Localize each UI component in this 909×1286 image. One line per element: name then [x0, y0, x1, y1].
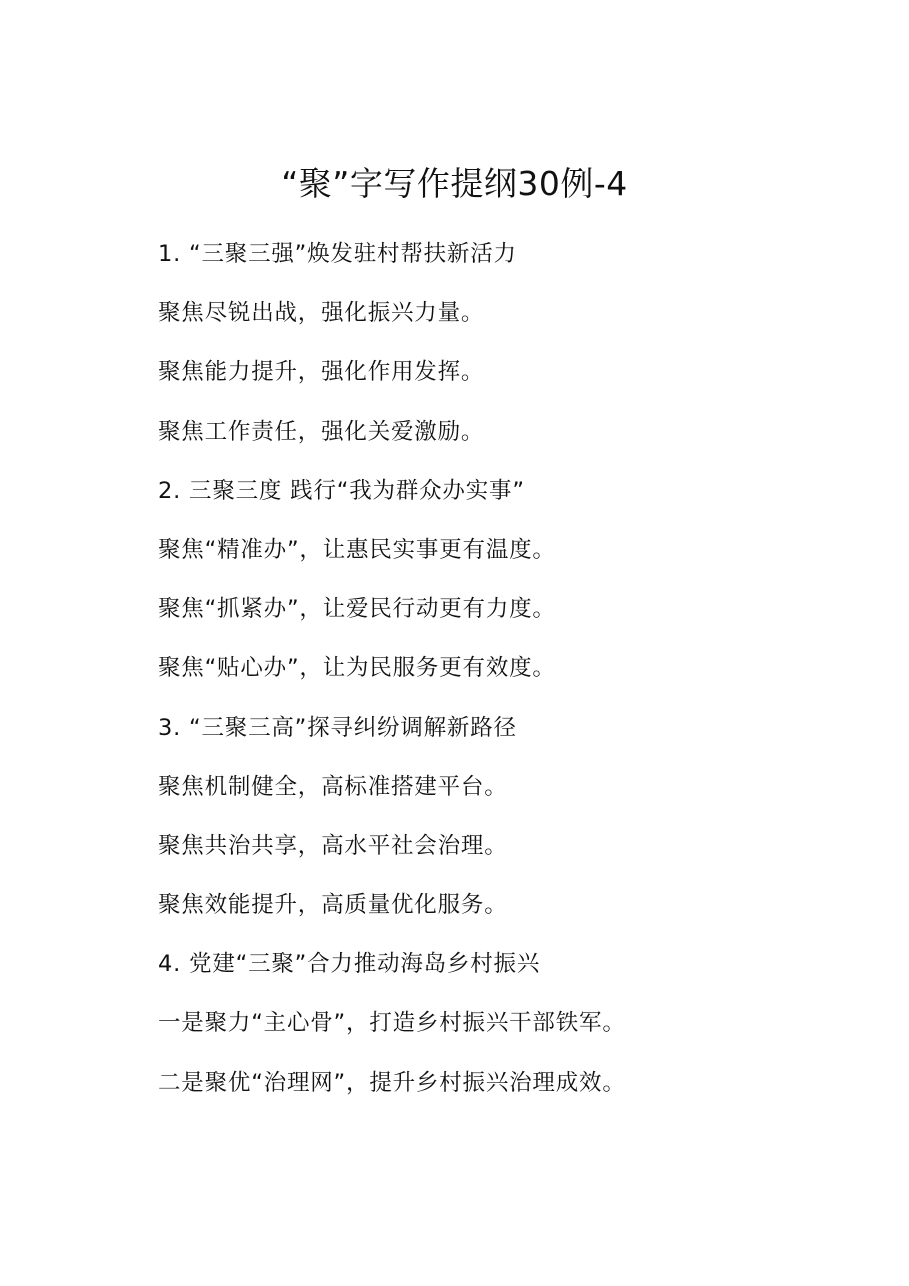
paragraph-line: 聚焦“精准办”，让惠民实事更有温度。	[158, 536, 556, 563]
paragraph-line: 聚焦共治共享，高水平社会治理。	[158, 832, 508, 859]
paragraph-line: 聚焦“抓紧办”，让爱民行动更有力度。	[158, 596, 556, 623]
paragraph-line: 一是聚力“主心骨”，打造乡村振兴干部铁军。	[158, 1010, 626, 1037]
document-body	[158, 234, 858, 1122]
section-heading-1: 1. “三聚三强”焕发驻村帮扶新活力	[158, 241, 517, 267]
paragraph-line: 聚焦效能提升，高质量优化服务。	[158, 892, 508, 919]
section-heading-3: 3. “三聚三高”探寻纠纷调解新路径	[158, 714, 517, 741]
section-heading-4: 4. 党建“三聚”合力推动海岛乡村振兴	[158, 951, 541, 978]
paragraph-line: 聚焦“贴心办”，让为民服务更有效度。	[158, 655, 556, 682]
paragraph-line: 聚焦机制健全，高标准搭建平台。	[158, 773, 508, 800]
document-title: “聚”字写作提纲30例-4	[281, 164, 628, 203]
paragraph-line: 二是聚优“治理网”，提升乡村振兴治理成效。	[158, 1069, 626, 1096]
section-heading-2: 2. 三聚三度 践行“我为群众办实事”	[158, 477, 525, 504]
paragraph-line: 聚焦尽锐出战，强化振兴力量。	[158, 300, 485, 327]
paragraph-line: 聚焦工作责任，强化关爱激励。	[158, 418, 485, 445]
paragraph-line: 聚焦能力提升，强化作用发挥。	[158, 359, 485, 386]
